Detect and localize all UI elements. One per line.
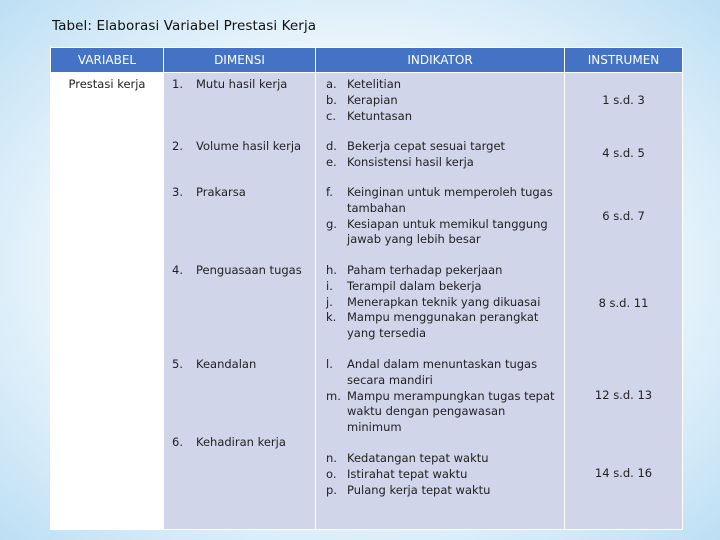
header-variabel: VARIABEL (51, 48, 164, 73)
indikator-item (326, 483, 560, 499)
indikator-letter: a. (326, 77, 337, 91)
variabel-cell: Prestasi kerja (51, 73, 164, 530)
indikator-letter: c. (326, 108, 336, 123)
instrumen-range: 12 s.d. 13 (594, 388, 653, 402)
indikator-text: Keinginan untuk memperoleh tugas tambahan (347, 185, 553, 215)
indikator-item (326, 217, 560, 249)
dimensi-item (172, 185, 246, 199)
dimensi-number: 6. (172, 435, 183, 449)
indikator-group (326, 77, 560, 124)
indikator-letter: e. (326, 154, 337, 169)
indikator-text: Kerapian (347, 92, 398, 107)
dimensi-item (172, 435, 286, 449)
indikator-item (326, 139, 560, 155)
header-indikator: INDIKATOR (316, 48, 565, 73)
dimensi-number: 5. (172, 357, 183, 371)
indikator-cell (316, 73, 565, 530)
indikator-item (326, 389, 560, 436)
indikator-item (326, 77, 560, 93)
dimensi-number: 2. (172, 139, 183, 153)
dimensi-item (172, 77, 287, 91)
dimensi-number: 4. (172, 263, 183, 277)
dimensi-cell (164, 73, 316, 530)
indikator-letter: k. (326, 310, 337, 325)
dimensi-label: Mutu hasil kerja (196, 77, 288, 91)
indikator-letter: o. (326, 466, 337, 481)
instrumen-range: 1 s.d. 3 (602, 93, 645, 107)
dimensi-number: 1. (172, 77, 183, 91)
header-dimensi: DIMENSI (164, 48, 316, 73)
header-instrumen: INSTRUMEN (565, 48, 683, 73)
indikator-group (326, 185, 560, 248)
instrumen-range: 6 s.d. 7 (602, 209, 645, 223)
dimensi-label: Keandalan (196, 357, 257, 371)
dimensi-label: Penguasaan tugas (196, 263, 302, 277)
instrumen-range: 8 s.d. 11 (598, 296, 649, 310)
indikator-text: Terampil dalam bekerja (347, 278, 482, 293)
indikator-item (326, 451, 560, 467)
indikator-letter: h. (326, 263, 337, 277)
indikator-item (326, 310, 560, 342)
indikator-text: Ketelitian (347, 77, 402, 91)
indikator-item (326, 155, 560, 171)
indikator-item (326, 467, 560, 483)
indikator-letter: m. (326, 388, 341, 403)
indikator-group (326, 451, 560, 498)
dimensi-label: Prakarsa (196, 185, 246, 199)
indikator-text: Ketuntasan (347, 108, 413, 123)
dimensi-item (172, 139, 301, 153)
indikator-letter: d. (326, 139, 337, 153)
indikator-group (326, 263, 560, 342)
indikator-letter: l. (326, 357, 333, 371)
indikator-text: Menerapkan teknik yang dikuasai (347, 294, 541, 309)
indikator-item (326, 357, 560, 389)
table-title: Tabel: Elaborasi Variabel Prestasi Kerja (52, 18, 317, 34)
dimensi-number: 3. (172, 185, 183, 199)
indikator-text: Kesiapan untuk memikul tanggung jawab yang lebih besar (347, 216, 548, 247)
indikator-letter: n. (326, 451, 337, 465)
dimensi-item (172, 263, 302, 277)
indikator-letter: j. (326, 294, 333, 309)
indikator-letter: f. (326, 185, 333, 199)
dimensi-item (172, 357, 256, 371)
instrumen-cell (565, 73, 683, 530)
indikator-text: Konsistensi hasil kerja (347, 154, 474, 169)
indikator-item (326, 109, 560, 125)
elaboration-table (50, 47, 683, 530)
indikator-letter: i. (326, 278, 333, 293)
indikator-item (326, 295, 560, 311)
indikator-text: Mampu merampungkan tugas tepat waktu dengan pengawasan minimum (347, 388, 555, 435)
indikator-text: Andal dalam menuntaskan tugas secara mandiri (347, 357, 538, 387)
indikator-letter: g. (326, 216, 337, 231)
indikator-letter: p. (326, 482, 337, 497)
indikator-item (326, 263, 560, 279)
dimensi-label: Volume hasil kerja (196, 139, 302, 153)
dimensi-label: Kehadiran kerja (196, 435, 286, 449)
indikator-text: Pulang kerja tepat waktu (347, 482, 491, 497)
indikator-item (326, 93, 560, 109)
indikator-item (326, 185, 560, 217)
indikator-letter: b. (326, 92, 337, 107)
header-row (51, 48, 683, 73)
indikator-item (326, 279, 560, 295)
indikator-group (326, 139, 560, 171)
indikator-text: Bekerja cepat sesuai target (347, 139, 506, 153)
instrumen-range: 4 s.d. 5 (602, 146, 645, 160)
indikator-text: Kedatangan tepat waktu (347, 451, 489, 465)
indikator-text: Paham terhadap pekerjaan (347, 263, 503, 277)
table-row (51, 73, 683, 530)
indikator-text: Mampu menggunakan perangkat yang tersedia (347, 310, 539, 341)
instrumen-range: 14 s.d. 16 (594, 466, 653, 480)
indikator-text: Istirahat tepat waktu (347, 466, 468, 481)
indikator-group (326, 357, 560, 436)
